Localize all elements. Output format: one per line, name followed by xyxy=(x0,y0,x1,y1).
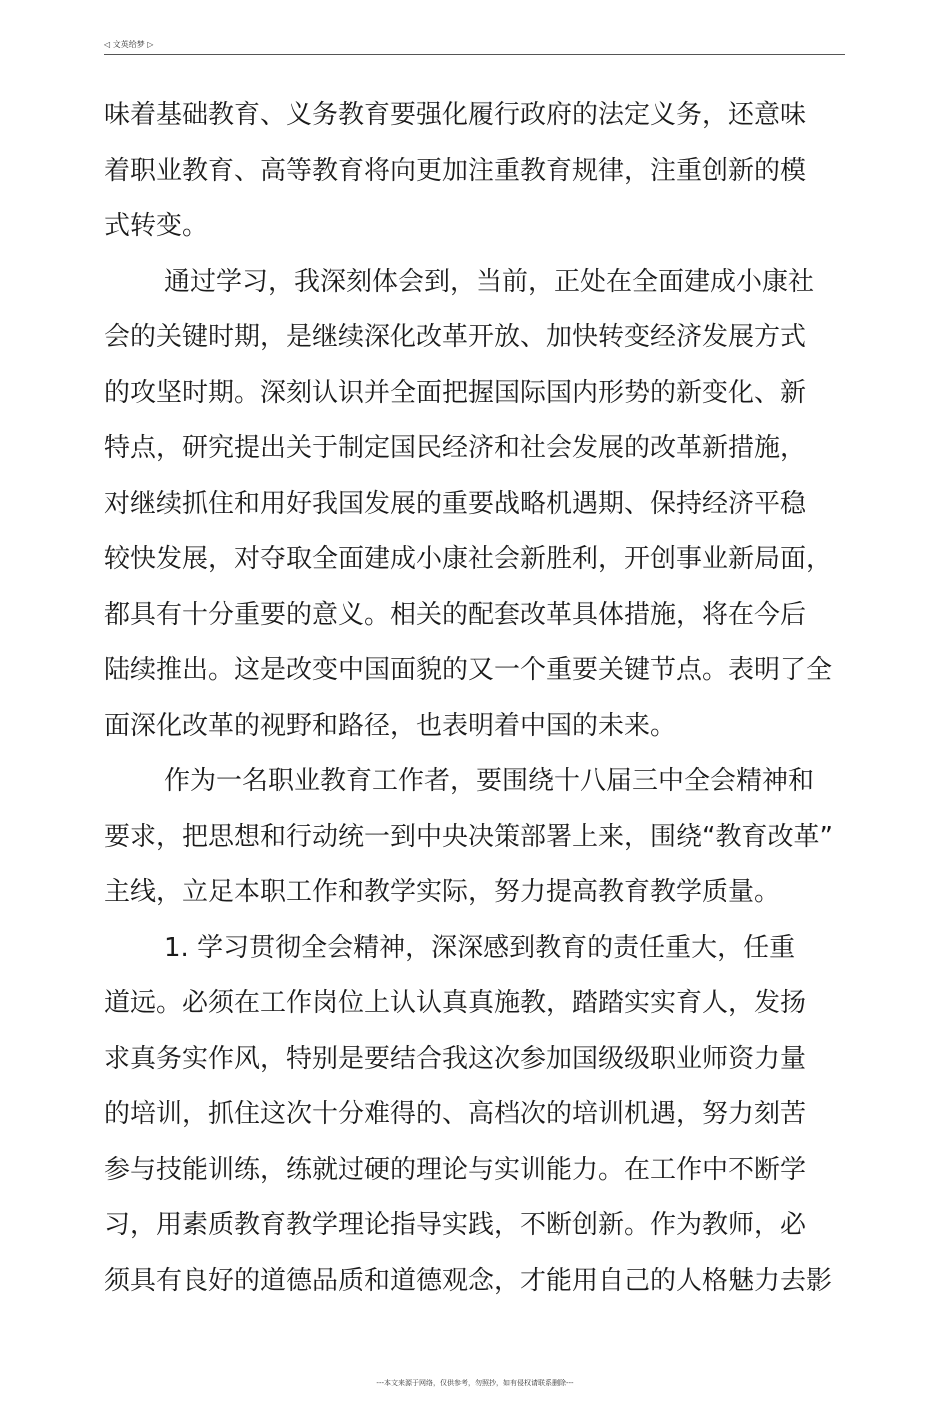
text-line: 面深化改革的视野和路径，也表明着中国的未来。 xyxy=(104,710,677,741)
text-line: 会的关键时期，是继续深化改革开放、加快转变经济发展方式 xyxy=(104,322,807,352)
text-line: 的攻坚时期。深刻认识并全面把握国际国内形势的新变化、新 xyxy=(104,377,807,408)
document-body xyxy=(104,88,846,1309)
page-footer: ---本文来源于网络，仅供参考，勿照抄，如有侵权请联系删除--- xyxy=(376,1379,574,1387)
text-line: 的培训，抓住这次十分难得的、高档次的培训机遇，努力刻苦 xyxy=(104,1099,807,1129)
text-line: 作为一名职业教育工作者，要围绕十八届三中全会精神和 xyxy=(164,766,815,796)
text-line: 求真务实作风，特别是要结合我这次参加国级级职业师资力量 xyxy=(104,1043,807,1074)
text-line: 都具有十分重要的意义。相关的配套改革具体措施，将在今后 xyxy=(104,599,807,630)
paragraph xyxy=(104,88,846,255)
page-header xyxy=(104,38,845,55)
text-line: 道远。必须在工作岗位上认认真真施教，踏踏实实育人，发扬 xyxy=(104,988,807,1018)
text-line: 较快发展，对夺取全面建成小康社会新胜利，开创事业新局面， xyxy=(104,544,833,574)
text-line: 习，用素质教育教学理论指导实践，不断创新。作为教师，必 xyxy=(104,1210,807,1240)
text-line: 味着基础教育、义务教育要强化履行政府的法定义务，还意味 xyxy=(104,100,807,130)
header-text: ◁ 文英给梦 ▷ xyxy=(104,40,154,49)
text-line: 须具有良好的道德品质和道德观念，才能用自己的人格魅力去影 xyxy=(104,1265,833,1296)
text-line: 通过学习，我深刻体会到，当前，正处在全面建成小康社 xyxy=(164,266,815,297)
text-line: 式转变。 xyxy=(104,211,209,241)
text-line: 特点，研究提出关于制定国民经济和社会发展的改革新措施， xyxy=(104,433,807,463)
paragraph xyxy=(104,921,846,1310)
text-line: 陆续推出。这是改变中国面貌的又一个重要关键节点。表明了全 xyxy=(104,655,833,685)
text-line: 要求，把思想和行动统一到中央决策部署上来，围绕“教育改革” xyxy=(104,821,833,852)
text-line: 参与技能训练，练就过硬的理论与实训能力。在工作中不断学 xyxy=(104,1154,807,1185)
text-line: 1. 学习贯彻全会精神，深深感到教育的责任重大，任重 xyxy=(164,932,796,963)
text-line: 主线，立足本职工作和教学实际，努力提高教育教学质量。 xyxy=(104,877,781,907)
paragraph xyxy=(104,754,846,921)
text-line: 着职业教育、高等教育将向更加注重教育规律，注重创新的模 xyxy=(104,155,807,186)
paragraph xyxy=(104,255,846,755)
text-line: 对继续抓住和用好我国发展的重要战略机遇期、保持经济平稳 xyxy=(104,488,807,519)
